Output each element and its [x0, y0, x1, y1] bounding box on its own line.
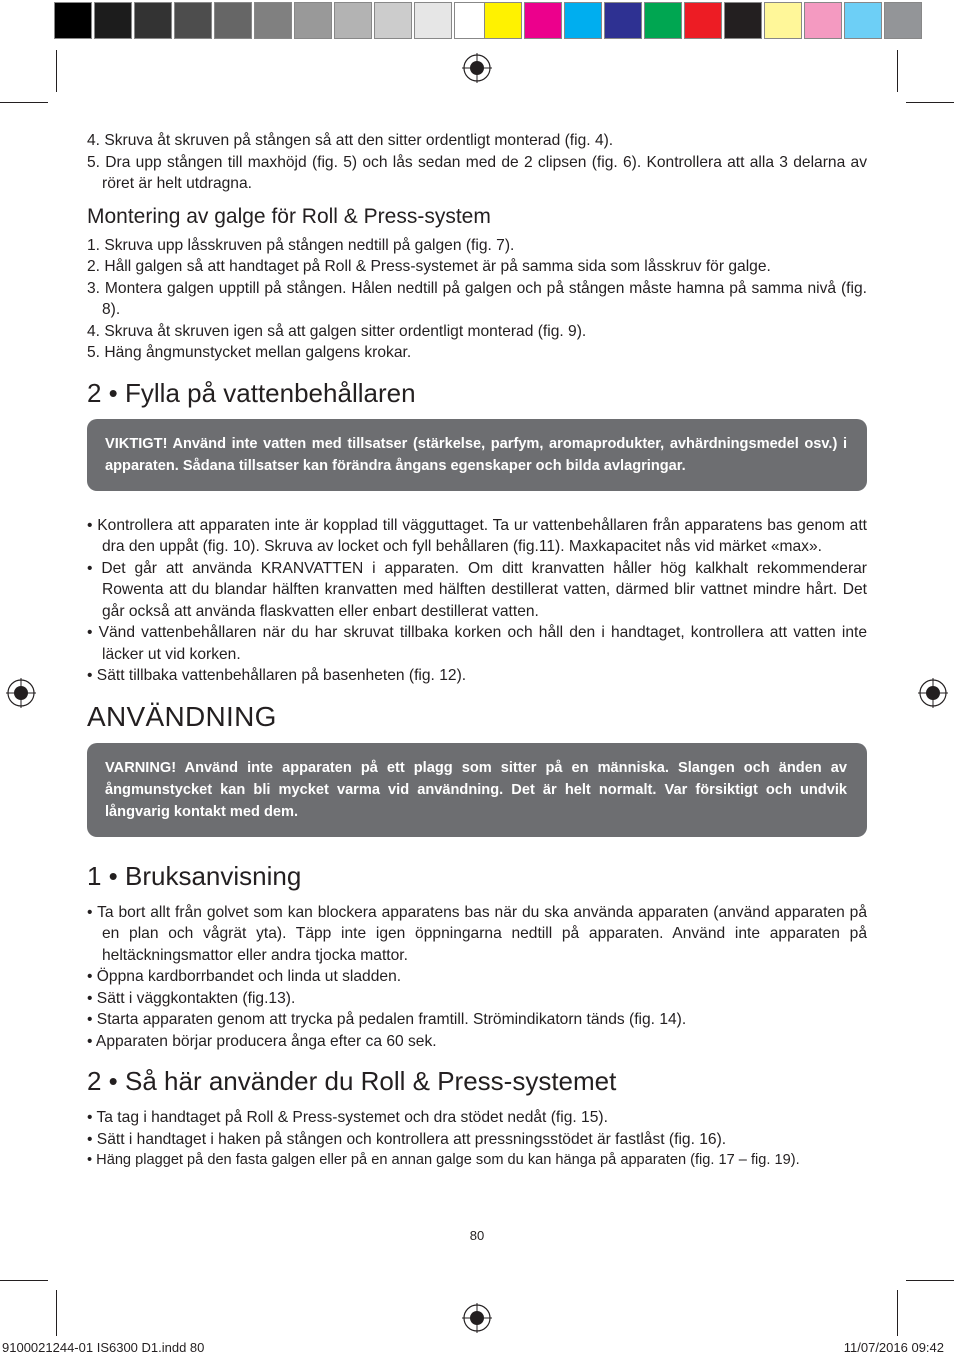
- list-item: • Ta tag i handtaget på Roll & Press-systemet och dra stödet nedåt (fig. 15).: [87, 1109, 608, 1126]
- list-item: • Häng plagget på den fasta galgen eller på en annan galge som du kan hänga på apparaten (fig. 17 – fig. 19).: [87, 1152, 800, 1168]
- color-swatch: [724, 2, 762, 39]
- list-item: • Vänd vattenbehållaren när du har skruvat tillbaka korken och håll den i handtaget, kontrollera att vatten inte läcker ut vid korken.: [87, 624, 867, 663]
- registration-mark-icon: [462, 1303, 492, 1333]
- list-item: 5. Dra upp stången till maxhöjd (fig. 5) och lås sedan med de 2 clipsen (fig. 6). Kontrollera att alla 3 delarna av röret är helt utdragna.: [87, 153, 867, 192]
- color-swatch: [644, 2, 682, 39]
- color-swatch: [294, 2, 332, 39]
- list-item: • Kontrollera att apparaten inte är kopplad till vägguttaget. Ta ur vattenbehållaren från apparatens bas genom att dra den uppåt (fig. 10). Skruva av locket och fyll behållaren (fig.11). Maxkapacitet nås vid märket «max».: [87, 516, 867, 555]
- roll-list: [87, 1107, 867, 1172]
- color-swatch: [54, 2, 92, 39]
- color-swatch: [804, 2, 842, 39]
- fill-list: [87, 515, 867, 687]
- list-item: 4. Skruva åt skruven på stången så att den sitter ordentligt monterad (fig. 4).: [87, 132, 614, 149]
- slug-file-info: 9100021244-01 IS6300 D1.indd 80: [2, 1340, 205, 1355]
- list-item: 5. Häng ångmunstycket mellan galgens krokar.: [87, 344, 412, 361]
- registration-mark-icon: [6, 678, 36, 708]
- color-swatch: [604, 2, 642, 39]
- warning-note-use: VARNING! Använd inte apparaten på ett plagg som sitter på en människa. Slangen och änden av ångmunstycket kan bli mycket varma vid användning. Det är helt normalt. Var försiktigt och undvik långvarig kontakt med dem.: [87, 743, 867, 837]
- mount-steps: [87, 235, 867, 364]
- section-title-manual: 1 • Bruksanvisning: [87, 860, 302, 891]
- registration-mark-icon: [462, 53, 492, 83]
- registration-mark-icon: [918, 678, 948, 708]
- color-swatch: [214, 2, 252, 39]
- color-swatch: [134, 2, 172, 39]
- crop-mark: [0, 102, 48, 103]
- color-swatch: [764, 2, 802, 39]
- list-item: • Det går att använda KRANVATTEN i apparaten. Om ditt kranvatten håller hög kalkhalt rekommenderar Rowenta att du blandar hälften kranvatten med hälften destillerat vatten, därmed blir vattnet mindre hårt. Det går också att använda flaskvatten eller enbart destillerat vatten.: [87, 559, 867, 620]
- color-swatch: [524, 2, 562, 39]
- crop-mark: [56, 50, 57, 92]
- list-item: • Öppna kardborrbandet och linda ut sladden.: [87, 968, 402, 985]
- color-swatch: [414, 2, 452, 39]
- crop-mark: [906, 102, 954, 103]
- color-swatch: [564, 2, 602, 39]
- page-number: 80: [469, 1228, 485, 1243]
- color-swatch: [684, 2, 722, 39]
- color-swatch: [484, 2, 522, 39]
- color-scale-bar: [484, 2, 924, 39]
- crop-mark: [56, 1290, 57, 1336]
- section-title-fill: 2 • Fylla på vattenbehållaren: [87, 377, 416, 408]
- color-swatch: [174, 2, 212, 39]
- section-title-use: ANVÄNDNING: [87, 700, 277, 732]
- crop-mark: [897, 50, 898, 92]
- section-title-roll: 2 • Så här använder du Roll & Press-systemet: [87, 1066, 617, 1096]
- list-item: 1. Skruva upp låsskruven på stången nedtill på galgen (fig. 7).: [87, 236, 515, 254]
- color-swatch: [254, 2, 292, 39]
- color-swatch: [884, 2, 922, 39]
- color-swatch: [374, 2, 412, 39]
- list-item: 2. Håll galgen så att handtaget på Roll & Press-systemet är på samma sida som låsskruv för galge.: [87, 258, 771, 275]
- list-item: 3. Montera galgen upptill på stången. Hålen nedtill på galgen och på stången måste hamna på samma nivå (fig. 8).: [87, 279, 867, 318]
- intro-steps: [87, 130, 867, 195]
- list-item: 4. Skruva åt skruven igen så att galgen sitter ordentligt monterad (fig. 9).: [87, 322, 587, 340]
- manual-list: [87, 902, 867, 1053]
- list-item: • Sätt i väggkontakten (fig.13).: [87, 989, 296, 1007]
- warning-note-fill: VIKTIGT! Använd inte vatten med tillsatser (stärkelse, parfym, aromaprodukter, avhärdningsmedel osv.) i apparaten. Sådana tillsatser kan förändra ångans egenskaper och bilda avlagringar.: [87, 419, 867, 491]
- list-item: • Sätt tillbaka vattenbehållaren på basenheten (fig. 12).: [87, 667, 467, 684]
- crop-mark: [906, 1280, 954, 1281]
- gray-scale-bar: [54, 2, 494, 39]
- list-item: • Apparaten börjar producera ånga efter ca 60 sek.: [87, 1032, 437, 1050]
- slug-date-time: 11/07/2016 09:42: [843, 1340, 944, 1355]
- subheading-mount: Montering av galge för Roll & Press-system: [87, 204, 491, 228]
- color-swatch: [334, 2, 372, 39]
- color-swatch: [844, 2, 882, 39]
- list-item: • Sätt i handtaget i haken på stången och kontrollera att pressningsstödet är fastlåst (fig. 16).: [87, 1130, 727, 1148]
- page-content: [87, 130, 867, 1172]
- color-swatch: [94, 2, 132, 39]
- list-item: • Ta bort allt från golvet som kan blockera apparatens bas när du ska använda apparaten (använd apparaten på en plan och vågrät yta). Täpp inte igen öppningarna nedtill på apparaten. Använd inte apparaten på heltäckningsmattor eller andra tjocka mattor.: [87, 903, 867, 964]
- list-item: • Starta apparaten genom att trycka på pedalen framtill. Strömindikatorn tänds (fig. 14).: [87, 1011, 687, 1028]
- crop-mark: [0, 1280, 48, 1281]
- crop-mark: [897, 1290, 898, 1336]
